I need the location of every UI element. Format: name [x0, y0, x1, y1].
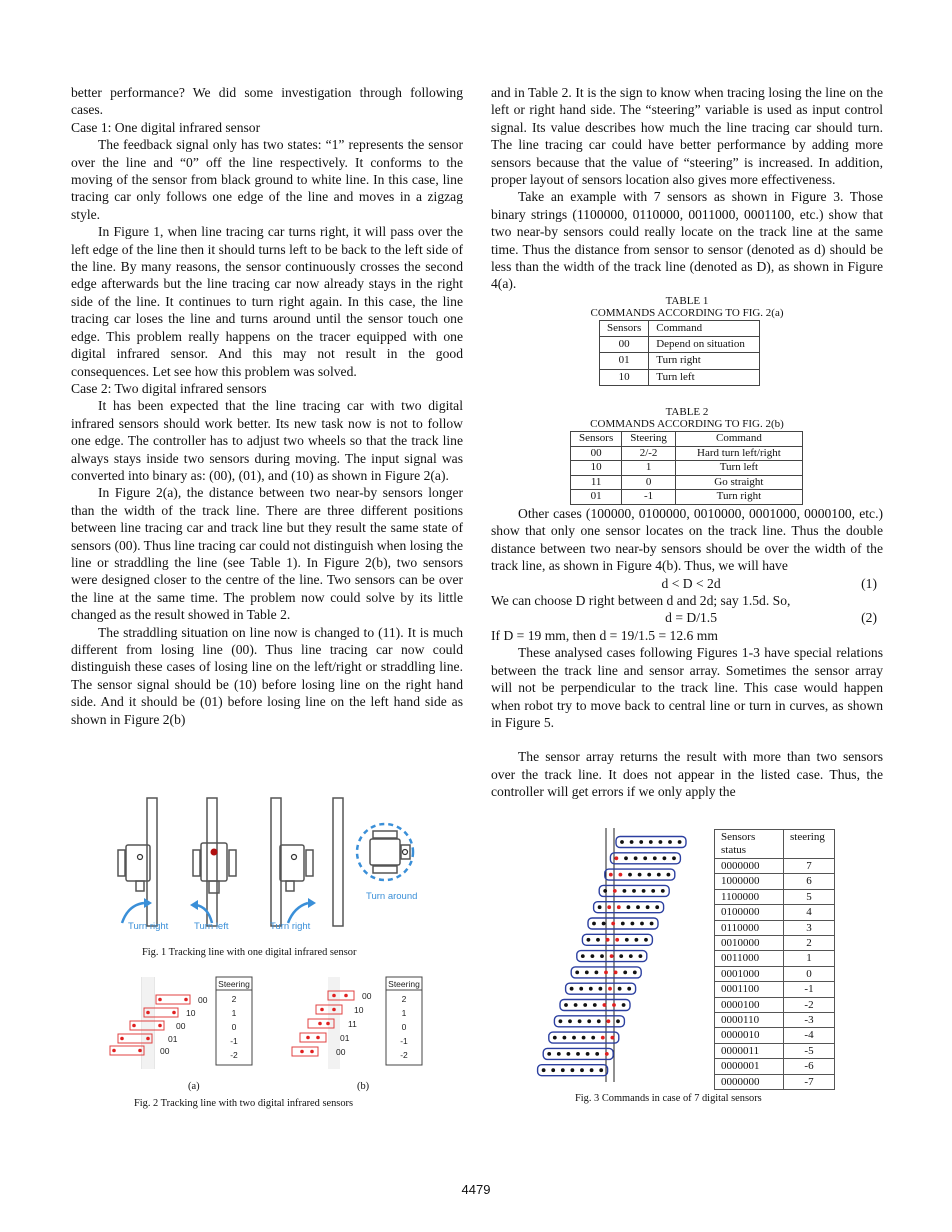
fig2a-code: 10 — [186, 1008, 196, 1018]
sensor-dot — [627, 905, 631, 909]
table-cell: 2 — [784, 936, 835, 951]
table-cell: 11 — [571, 475, 622, 490]
sensor-dot — [643, 856, 647, 860]
steering-value: -1 — [400, 1036, 408, 1046]
table-row — [571, 461, 803, 476]
steering-value: 0 — [231, 1022, 237, 1032]
sensor-dot — [598, 905, 602, 909]
sensor-dot — [606, 938, 610, 942]
sensor-dot — [619, 954, 623, 958]
sensor-dot — [628, 873, 632, 877]
table-row — [571, 446, 803, 461]
sensor-dot — [615, 938, 619, 942]
sensor-dot — [639, 954, 643, 958]
sensor-dot — [579, 987, 583, 991]
table-row — [715, 859, 835, 874]
sensor-dot — [595, 1052, 599, 1056]
sensor-dot — [630, 840, 634, 844]
table-row — [715, 951, 835, 966]
table-cell: 0011000 — [715, 951, 784, 966]
steering-value: 1 — [231, 1008, 237, 1018]
fig3-table — [714, 829, 835, 1090]
table-cell: 1000000 — [715, 874, 784, 889]
sensor-dot — [635, 938, 639, 942]
sensor-dot — [659, 840, 663, 844]
sensor-dot — [610, 954, 614, 958]
sensor-dot — [663, 856, 667, 860]
table-cell: -3 — [784, 1013, 835, 1028]
fig2a-code: 01 — [168, 1034, 178, 1044]
sensor-array — [594, 902, 664, 913]
table-header: Command — [649, 321, 760, 337]
sensor-dot — [601, 1036, 605, 1040]
steering-value: 2 — [401, 994, 407, 1004]
sensor-array — [566, 983, 636, 994]
sensor-dot — [632, 889, 636, 893]
sensor-dot — [629, 954, 633, 958]
sensor-dot — [607, 1019, 611, 1023]
table-cell: 10 — [571, 461, 622, 476]
steering-header: Steering — [218, 979, 250, 989]
table-cell: Depend on situation — [649, 337, 760, 353]
sensor-dot — [570, 987, 574, 991]
table-cell: 5 — [784, 889, 835, 904]
table-cell: 0000000 — [715, 859, 784, 874]
sensor-dot — [614, 971, 618, 975]
sensor-dot — [603, 1003, 607, 1007]
table-cell: 10 — [600, 369, 649, 385]
sensor-dot — [608, 987, 612, 991]
sensor-array — [549, 1032, 619, 1043]
sensor-dot — [575, 971, 579, 975]
sensor-dot — [649, 840, 653, 844]
sensor-dot — [585, 971, 589, 975]
table-header: Steering — [622, 432, 676, 447]
table-1 — [599, 320, 760, 386]
table-cell: 0000100 — [715, 997, 784, 1012]
sensor-dot — [651, 889, 655, 893]
fig2b-code: 11 — [348, 1019, 357, 1029]
table-row — [571, 490, 803, 505]
sensor-dot — [591, 954, 595, 958]
sensor-dot — [613, 889, 617, 893]
sensor-dot — [661, 889, 665, 893]
equation-number: (1) — [861, 575, 877, 591]
sensor-dot — [620, 840, 624, 844]
table-row — [715, 966, 835, 981]
fig2-caption: Fig. 2 Tracking line with two digital infrared sensors — [134, 1098, 354, 1109]
table-row — [715, 889, 835, 904]
table1-title: TABLE 1 — [665, 294, 709, 307]
table-cell: 00 — [600, 337, 649, 353]
fig3-caption: Fig. 3 Commands in case of 7 digital sensors — [575, 1093, 762, 1104]
table-row — [715, 874, 835, 889]
sensor-array — [605, 869, 675, 880]
figure-1 — [108, 795, 428, 935]
sensor-dot — [568, 1019, 572, 1023]
paragraph: We can choose D right between d and 2d; say 1.5d. So, — [491, 593, 791, 609]
fig2b-code: 00 — [362, 991, 372, 1001]
sensor-dot — [638, 873, 642, 877]
sensor-dot — [574, 1003, 578, 1007]
sensor-dot — [611, 922, 615, 926]
figure-3 — [536, 828, 714, 1084]
table-row — [715, 905, 835, 920]
table-header: Command — [675, 432, 802, 447]
sensor-dot — [625, 938, 629, 942]
turn-label: Turn right — [270, 921, 311, 932]
table-cell: 01 — [600, 353, 649, 369]
sensor-dot — [557, 1052, 561, 1056]
sensor-dot — [667, 873, 671, 877]
sensor-dot — [623, 971, 627, 975]
table-header: Sensors — [571, 432, 622, 447]
table-row — [715, 936, 835, 951]
table-cell: -4 — [784, 1028, 835, 1043]
left-column — [71, 84, 463, 728]
page-number: 4479 — [461, 1182, 491, 1197]
sensor-dot — [578, 1019, 582, 1023]
steering-header: Steering — [388, 979, 420, 989]
table-cell: 0000000 — [715, 1074, 784, 1089]
sensor-dot — [655, 905, 659, 909]
fig2a-label: (a) — [188, 1081, 200, 1092]
equation: d < D < 2d — [661, 575, 721, 591]
table2-title: TABLE 2 — [665, 405, 709, 418]
table-cell: 4 — [784, 905, 835, 920]
sensor-dot — [590, 1068, 594, 1072]
sensor-dot — [596, 938, 600, 942]
table-cell: 0100000 — [715, 905, 784, 920]
table1-subtitle: COMMANDS ACCORDING TO FIG. 2(a) — [590, 307, 784, 320]
table-row — [715, 997, 835, 1012]
sensor-array — [588, 918, 658, 929]
sensor-dot — [621, 922, 625, 926]
sensor-dot — [617, 905, 621, 909]
sensor-dot — [592, 922, 596, 926]
table-row — [571, 475, 803, 490]
table-row — [715, 1013, 835, 1028]
sensor-dot — [559, 1019, 563, 1023]
table-row — [600, 353, 760, 369]
equation-1 — [491, 575, 883, 592]
paragraph: Other cases (100000, 0100000, 0010000, 0001000, 0000100, etc.) show that only one sensor locates on the track line. Thus the double distance between two near-by sensors should be over the width of the track line, as shown in Figure 4(b). Thus, we will have — [491, 506, 883, 574]
sensor-dot — [586, 1052, 590, 1056]
sensor-dot — [591, 1036, 595, 1040]
sensor-dot — [563, 1036, 567, 1040]
sensor-dot — [600, 954, 604, 958]
sensor-dot — [587, 1019, 591, 1023]
table-cell: -7 — [784, 1074, 835, 1089]
sensor-dot — [657, 873, 661, 877]
sensor-dot — [678, 840, 682, 844]
table-header: Sensors — [600, 321, 649, 337]
sensor-dot — [623, 889, 627, 893]
sensor-dot — [639, 840, 643, 844]
sensor-array — [543, 1048, 613, 1059]
table-cell: 0110000 — [715, 920, 784, 935]
table-cell: Turn left — [649, 369, 760, 385]
sensor-dot — [611, 1036, 615, 1040]
sensor-dot — [542, 1068, 546, 1072]
right-column — [491, 84, 883, 801]
sensor-dot — [615, 856, 619, 860]
sensor-dot — [616, 1019, 620, 1023]
fig2b-code: 00 — [336, 1047, 346, 1057]
sensor-dot — [567, 1052, 571, 1056]
sensor-dot — [553, 1036, 557, 1040]
steering-value: 1 — [401, 1008, 407, 1018]
sensor-dot — [624, 856, 628, 860]
table-cell: Turn right — [675, 490, 802, 505]
steering-value: -2 — [400, 1050, 408, 1060]
fig2b-label: (b) — [357, 1081, 370, 1092]
sensor-dot — [604, 971, 608, 975]
table-cell: 00 — [571, 446, 622, 461]
sensor-dot — [602, 922, 606, 926]
sensor-array — [560, 1000, 630, 1011]
sensor-dot — [607, 905, 611, 909]
sensor-array — [577, 951, 647, 962]
sensor-dot — [547, 1052, 551, 1056]
table-cell: 3 — [784, 920, 835, 935]
equation-number: (2) — [861, 610, 877, 626]
table-cell: -5 — [784, 1043, 835, 1058]
table-cell: 0010000 — [715, 936, 784, 951]
sensor-dot — [595, 971, 599, 975]
equation: d = D/1.5 — [665, 610, 717, 626]
sensor-array — [538, 1065, 608, 1076]
table-cell: -1 — [784, 982, 835, 997]
table-row — [600, 337, 760, 353]
table-cell: 0001100 — [715, 982, 784, 997]
paragraph: The sensor array returns the result with more than two sensors over the track line. It does not appear in the listed case. Thus, the controller will get errors if we only apply the — [491, 749, 883, 800]
steering-value: 0 — [401, 1022, 407, 1032]
table-cell: Turn right — [649, 353, 760, 369]
sensor-dot — [597, 1019, 601, 1023]
steering-value: -1 — [230, 1036, 238, 1046]
sensor-dot — [668, 840, 672, 844]
table-cell: -2 — [784, 997, 835, 1012]
table-row — [715, 1028, 835, 1043]
paragraph: If D = 19 mm, then d = 19/1.5 = 12.6 mm — [491, 627, 718, 643]
paragraph: The straddling situation on line now is changed to (11). It is much different from losing line (00). Thus line tracing car now could distinguish these cases of losing line on the left/right or straddling line. The sensor signal should be (10) before losing line on the right hand side. And it should be (01) before losing line on the left hand side as shown in Figure 2(b) — [71, 624, 463, 727]
sensor-dot — [564, 1003, 568, 1007]
table2-subtitle: COMMANDS ACCORDING TO FIG. 2(b) — [590, 418, 784, 431]
table-cell: Hard turn left/right — [675, 446, 802, 461]
sensor-dot — [622, 1003, 626, 1007]
case1-heading: Case 1: One digital infrared sensor — [71, 119, 261, 135]
steering-value: 2 — [231, 994, 237, 1004]
paragraph: The feedback signal only has two states: “1” represents the sensor over the line and “0” off the line respectively. It conforms to the moving of the sensor from black ground to white line. In this case, line tracing car only follows one edge of the line and moves in a zigzag style. — [71, 137, 463, 222]
sensor-dot — [612, 1003, 616, 1007]
sensor-dot — [581, 954, 585, 958]
table-row — [715, 982, 835, 997]
paragraph: These analysed cases following Figures 1-3 have special relations between the track line and sensor array. Sometimes the sensor array will not be perpendicular to the track line. This case would happen when robot try to move back to central line or turn in curves, as shown in Figure 5. — [491, 645, 883, 730]
table-cell: 0001000 — [715, 966, 784, 981]
table-cell: 0000110 — [715, 1013, 784, 1028]
table-cell: -6 — [784, 1059, 835, 1074]
fig2a-code: 00 — [198, 995, 208, 1005]
table-cell: Turn left — [675, 461, 802, 476]
sensor-dot — [640, 922, 644, 926]
sensor-array — [599, 885, 669, 896]
sensor-dot — [609, 873, 613, 877]
sensor-array — [616, 837, 686, 848]
sensor-dot — [644, 938, 648, 942]
paragraph: In Figure 2(a), the distance between two near-by sensors longer than the width of the track line. There are three different positions between line tracing car and track line but they result the same state of sensors (00). Thus line tracing car could not distinguish when losing the line or straddling the line (see Table 1). In Figure 2(b), two sensors were designed closer to the centre of the line. Two sensors can be over the line at the same time. The problem now could solve by its little changed as the result showed in Table 2. — [71, 485, 463, 623]
sensor-dot — [599, 987, 603, 991]
sensor-array — [610, 853, 680, 864]
table-cell: 6 — [784, 874, 835, 889]
paragraph: better performance? We did some investigation through following cases. — [71, 85, 463, 118]
table-cell: 0 — [622, 475, 676, 490]
table-row — [715, 1059, 835, 1074]
fig2a-code: 00 — [160, 1046, 170, 1056]
figure-2 — [106, 975, 426, 1075]
table-cell: 0 — [784, 966, 835, 981]
sensor-dot — [583, 1003, 587, 1007]
sensor-dot — [561, 1068, 565, 1072]
sensor-dot — [572, 1036, 576, 1040]
table-cell: 01 — [571, 490, 622, 505]
sensor-dot — [631, 922, 635, 926]
sensor-dot — [646, 905, 650, 909]
table-row — [715, 1074, 835, 1089]
table-cell: 0000011 — [715, 1043, 784, 1058]
sensor-dot — [672, 856, 676, 860]
sensor-dot — [636, 905, 640, 909]
table-cell: 1 — [622, 461, 676, 476]
sensor-dot — [633, 971, 637, 975]
sensor-dot — [605, 1052, 609, 1056]
sensor-dot — [593, 1003, 597, 1007]
sensor-dot — [619, 873, 623, 877]
sensor-dot — [653, 856, 657, 860]
turn-label: Turn around — [366, 891, 418, 902]
paragraph: In Figure 1, when line tracing car turns right, it will pass over the left edge of the line then it should turns left to be back to the left side of the line. By many reasons, the sensor continuously crosses the second edge afterwards but the line tracing car now already stays in the right side of the line. It continues to turn right again. In this case, the line tracing car loses the line and turns around until the sensor touch one edge. This problem really happens on the tracer equipped with one digital infrared sensor. And this may not result in the good consequences. Let see how this problem was solved. — [71, 224, 463, 379]
paragraph: Take an example with 7 sensors as shown in Figure 3. Those binary strings (1100000, 0110000, 0011000, 0001100, etc.) show that two near-by sensors could really locate on the track line at the same time. Thus the distance from sensor to sensor (denoted as d) should be less than the width of the track line (denoted as D), as shown in Figure 4(a). — [491, 189, 883, 292]
sensor-dot — [580, 1068, 584, 1072]
case2-heading: Case 2: Two digital infrared sensors — [71, 380, 267, 396]
sensor-dot — [634, 856, 638, 860]
fig2b-code: 10 — [354, 1005, 364, 1015]
sensor-dot — [576, 1052, 580, 1056]
sensor-dot — [599, 1068, 603, 1072]
table-row — [600, 369, 760, 385]
table-cell: 0000001 — [715, 1059, 784, 1074]
table-header: Sensors status — [715, 830, 784, 859]
table-cell: 2/-2 — [622, 446, 676, 461]
sensor-dot — [587, 938, 591, 942]
sensor-array — [582, 934, 652, 945]
table-cell: 1100000 — [715, 889, 784, 904]
table-row — [715, 1043, 835, 1058]
sensor-dot — [582, 1036, 586, 1040]
sensor-dot — [650, 922, 654, 926]
sensor-dot — [618, 987, 622, 991]
paragraph: It has been expected that the line tracing car with two digital infrared sensors should work better. Its new task now is not to follow one edge. The controller has to adjust two wheels so that the track line always stays inside two sensors during moving. The input signal was converted into binary as: (00), (01), and (10) as shown in Figure 2(a). — [71, 398, 463, 483]
steering-value: -2 — [230, 1050, 238, 1060]
sensor-dot — [627, 987, 631, 991]
table-2 — [570, 431, 803, 505]
turn-label: Turn right — [128, 921, 169, 932]
paragraph: and in Table 2. It is the sign to know when tracing losing the line on the left or right hand side. The “steering” variable is used as input control signal. Its value describes how much the line tracing car should turn. The line tracing car could have better performance by adding more sensors because that the value of “steering” is increased. In addition, proper layout of sensors location also gives more effectiveness. — [491, 85, 883, 188]
table-cell: 0000010 — [715, 1028, 784, 1043]
table-cell: 7 — [784, 859, 835, 874]
fig1-caption: Fig. 1 Tracking line with one digital infrared sensor — [142, 947, 357, 958]
table-cell: 1 — [784, 951, 835, 966]
table-row — [715, 920, 835, 935]
equation-2 — [491, 609, 883, 626]
turn-label: Turn left — [194, 921, 229, 932]
sensor-dot — [642, 889, 646, 893]
sensor-dot — [551, 1068, 555, 1072]
table-cell: Go straight — [675, 475, 802, 490]
fig2a-code: 00 — [176, 1021, 186, 1031]
table-header: steering — [784, 830, 835, 859]
fig2b-code: 01 — [340, 1033, 350, 1043]
table-cell: -1 — [622, 490, 676, 505]
sensor-dot — [589, 987, 593, 991]
sensor-dot — [571, 1068, 575, 1072]
sensor-dot — [603, 889, 607, 893]
sensor-dot — [647, 873, 651, 877]
